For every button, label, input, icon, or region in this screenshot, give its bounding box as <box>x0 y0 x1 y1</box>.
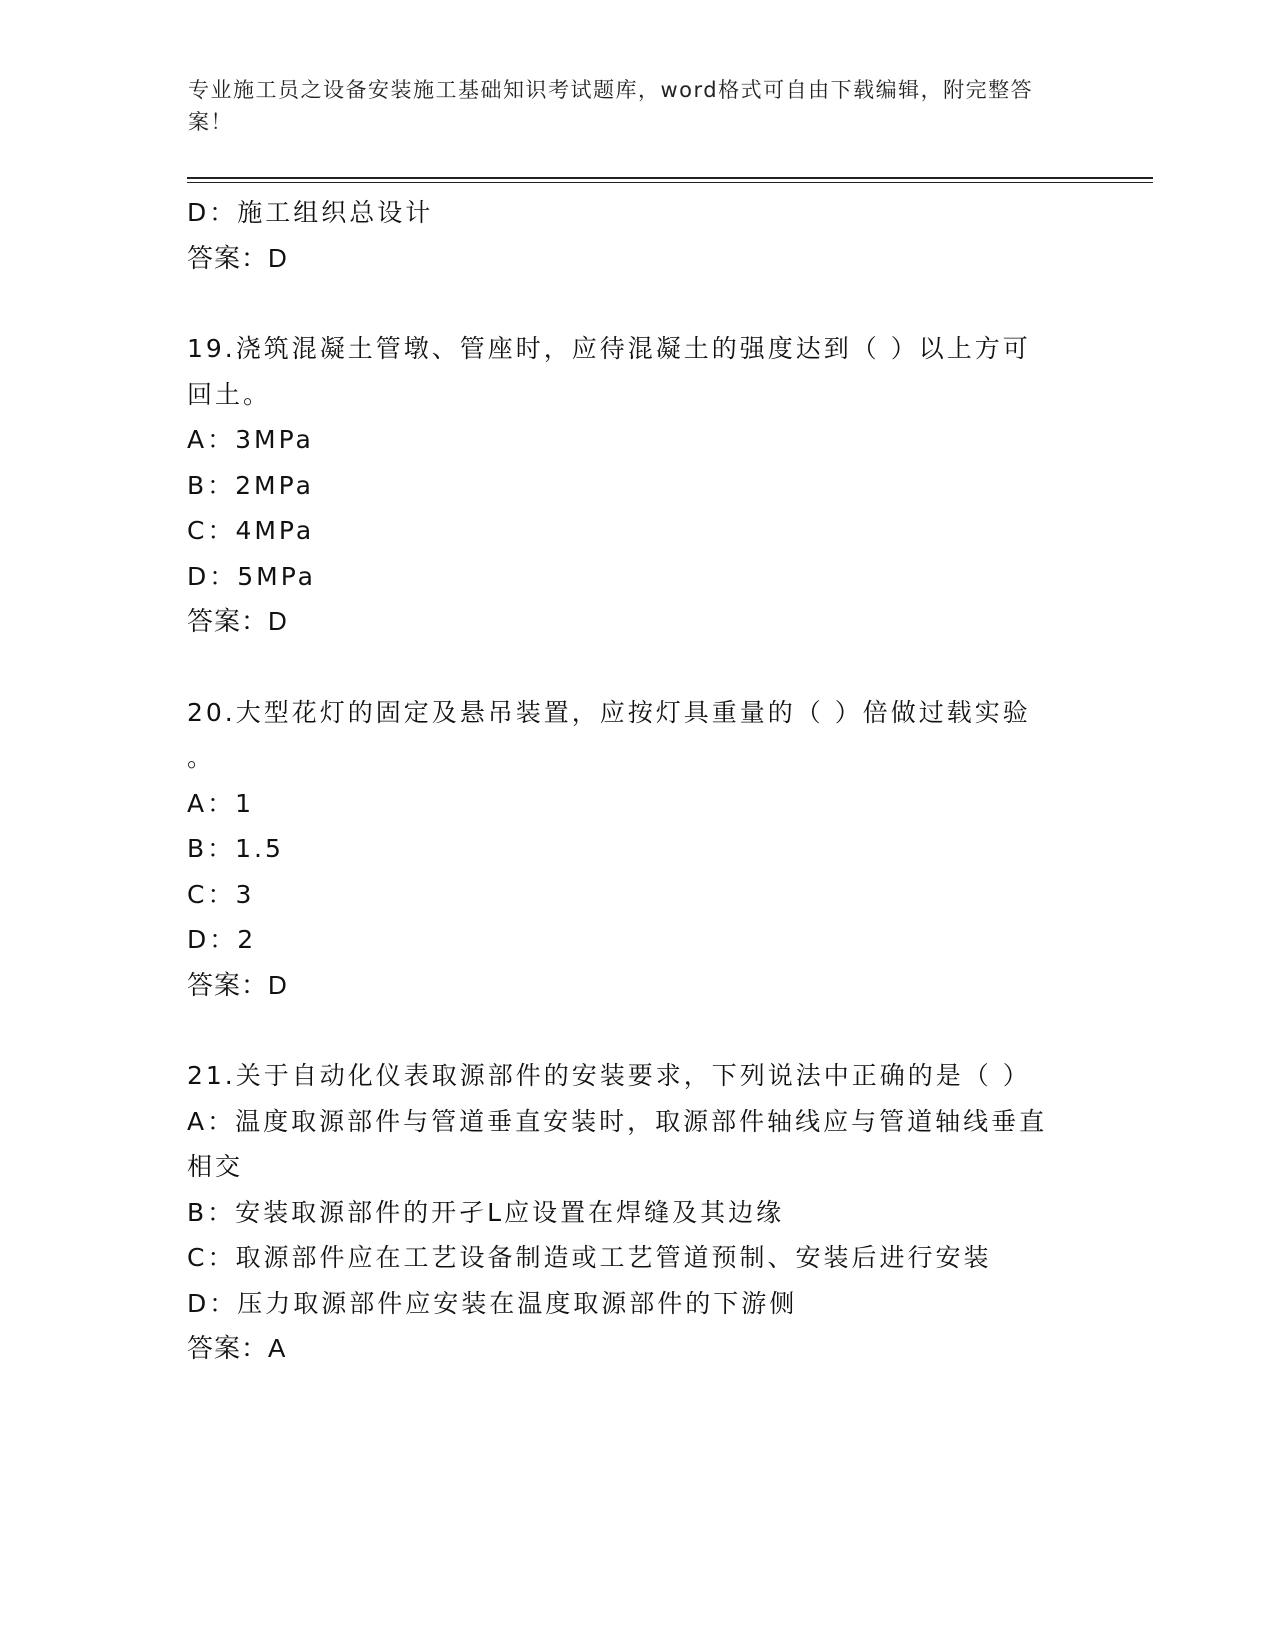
question-block-19 <box>187 326 1087 645</box>
option-c: C：3 <box>187 879 255 909</box>
option-d: D：施工组织总设计 <box>187 198 434 227</box>
header-text: 专业施工员之设备安装施工基础知识考试题库，word格式可自由下载编辑，附完整答案！ <box>188 78 1034 134</box>
option-c: C：4MPa <box>187 516 315 545</box>
header-divider-thin <box>187 182 1153 183</box>
question-block-21 <box>187 1053 1087 1372</box>
question-stem: 21.关于自动化仪表取源部件的安装要求，下列说法中正确的是（ ） <box>187 1061 1031 1090</box>
header-divider-thick <box>187 177 1153 179</box>
option-a: A：3MPa <box>187 425 314 454</box>
option-b: B：1.5 <box>187 834 284 863</box>
option-d: D：5MPa <box>187 561 316 591</box>
question-stem: 19.浇筑混凝土管墩、管座时，应待混凝土的强度达到（ ）以上方可 <box>187 334 1031 363</box>
option-b: B：安装取源部件的开孑L应设置在焊缝及其边缘 <box>187 1197 785 1227</box>
option-c: C：取源部件应在工艺设备制造或工艺管道预制、安装后进行安装 <box>187 1243 992 1272</box>
answer-label: 答案：A <box>187 1333 287 1363</box>
option-a: A：1 <box>187 788 255 818</box>
option-d: D：2 <box>187 925 257 954</box>
question-block-20 <box>187 690 1087 1009</box>
option-a: A：温度取源部件与管道垂直安装时，取源部件轴线应与管道轴线垂直 <box>187 1106 1048 1136</box>
option-d: D：压力取源部件应安装在温度取源部件的下游侧 <box>187 1288 798 1318</box>
document-header <box>188 74 1068 138</box>
question-stem: 20.大型花灯的固定及悬吊装置，应按灯具重量的（ ）倍做过载实验 <box>187 697 1031 727</box>
option-b: B：2MPa <box>187 470 314 500</box>
option-a-continued: 相交 <box>187 1152 244 1181</box>
question-list <box>187 190 1087 1372</box>
answer-label: 答案：D <box>187 969 288 1000</box>
question-stem-continued: 。 <box>187 743 216 772</box>
question-block-18 <box>187 190 1087 281</box>
answer-label: 答案：D <box>187 242 288 273</box>
answer-label: 答案：D <box>187 606 288 636</box>
question-stem-continued: 回土。 <box>187 379 272 409</box>
